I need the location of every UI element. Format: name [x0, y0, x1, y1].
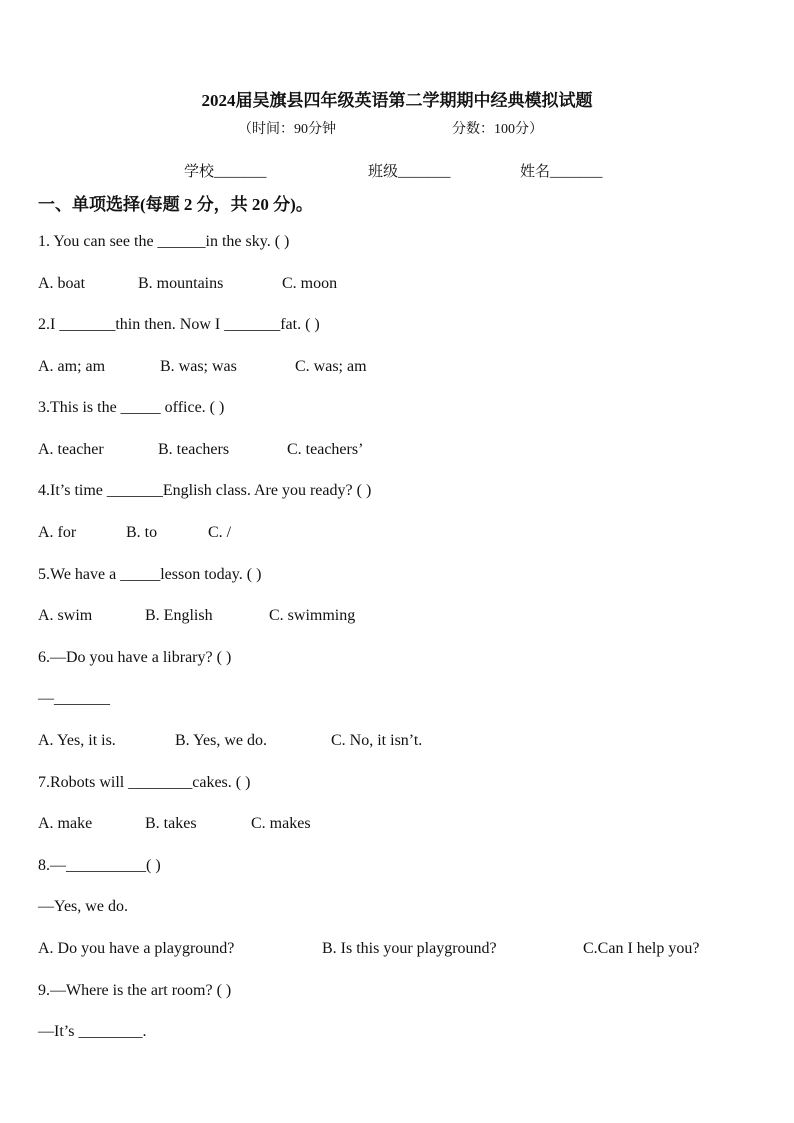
- section-heading: 一、单项选择(每题 2 分，共 20 分)。: [38, 195, 313, 214]
- q2-option-a: A. am; am: [38, 358, 106, 375]
- question-8: 8.—__________( ): [38, 857, 161, 874]
- q6-option-c: C. No, it isn’t.: [331, 732, 423, 749]
- name-field: 姓名_______: [520, 164, 603, 180]
- q1-option-c: C. moon: [282, 275, 338, 292]
- q8-option-c: C.Can I help you?: [583, 940, 700, 957]
- q6-reply: —_______: [38, 690, 110, 707]
- school-field: 学校_______: [184, 164, 267, 180]
- q9-reply: —It’s ________.: [38, 1023, 147, 1040]
- q7-option-b: B. takes: [145, 815, 197, 832]
- exam-score: 分数：100分）: [452, 122, 543, 137]
- q5-option-c: C. swimming: [269, 607, 356, 624]
- q5-option-a: A. swim: [38, 607, 93, 624]
- q2-option-c: C. was; am: [295, 358, 367, 375]
- question-7: 7.Robots will ________cakes. ( ): [38, 774, 251, 791]
- question-3: 3.This is the _____ office. ( ): [38, 399, 225, 416]
- question-5: 5.We have a _____lesson today. ( ): [38, 566, 262, 583]
- question-6: 6.—Do you have a library? ( ): [38, 649, 232, 666]
- exam-time: （时间：90分钟: [238, 122, 336, 137]
- q8-option-a: A. Do you have a playground?: [38, 940, 235, 957]
- page-title: 2024届吴旗县四年级英语第二学期期中经典模拟试题: [201, 91, 593, 110]
- q4-option-a: A. for: [38, 524, 77, 541]
- q8-reply: —Yes, we do.: [38, 898, 128, 915]
- q1-option-b: B. mountains: [138, 275, 224, 292]
- q4-option-c: C. /: [208, 524, 232, 541]
- class-field: 班级_______: [368, 164, 451, 180]
- question-4: 4.It’s time _______English class. Are you ready? ( ): [38, 482, 372, 499]
- q3-option-c: C. teachers’: [287, 441, 364, 458]
- q2-option-b: B. was; was: [160, 358, 237, 375]
- q1-option-a: A. boat: [38, 275, 86, 292]
- q3-option-b: B. teachers: [158, 441, 230, 458]
- q6-option-a: A. Yes, it is.: [38, 732, 116, 749]
- question-2: 2.I _______thin then. Now I _______fat. ( ): [38, 316, 320, 333]
- q8-option-b: B. Is this your playground?: [322, 940, 497, 957]
- q3-option-a: A. teacher: [38, 441, 104, 458]
- q7-option-c: C. makes: [251, 815, 311, 832]
- q5-option-b: B. English: [145, 607, 213, 624]
- q6-option-b: B. Yes, we do.: [175, 732, 268, 749]
- question-9: 9.—Where is the art room? ( ): [38, 982, 232, 999]
- question-1: 1. You can see the ______in the sky. ( ): [38, 233, 290, 250]
- q4-option-b: B. to: [126, 524, 158, 541]
- q7-option-a: A. make: [38, 815, 93, 832]
